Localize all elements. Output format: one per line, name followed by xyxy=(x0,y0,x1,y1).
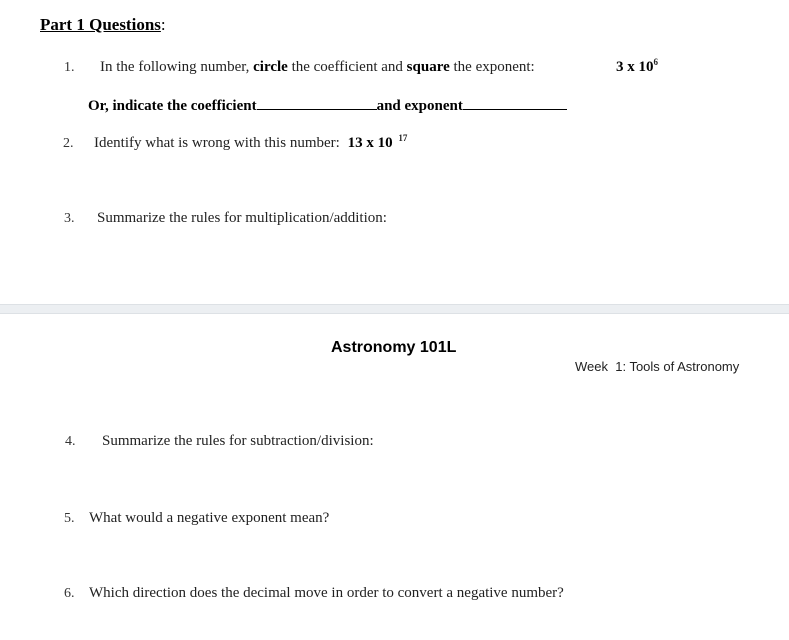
course-title: Astronomy 101L xyxy=(331,339,457,356)
page-divider xyxy=(0,304,789,314)
q2-number: 2. xyxy=(63,136,74,151)
q2-question: Identify what is wrong with this number: xyxy=(94,135,340,151)
part-heading-text: Part 1 Questions xyxy=(40,15,161,34)
q3-number: 3. xyxy=(64,211,75,226)
exponent-blank[interactable] xyxy=(463,97,567,110)
q4-text: Summarize the rules for subtraction/division: xyxy=(102,433,374,449)
q1-expression-exponent: 6 xyxy=(653,57,658,67)
q1-text-b: the coefficient and xyxy=(287,59,407,75)
q1-text-c: the exponent: xyxy=(449,59,535,75)
q1-or-coefficient-label: Or, indicate the coefficient xyxy=(88,98,257,114)
q2-expression-base: 13 x 10 xyxy=(347,135,393,151)
q1-circle-word: circle xyxy=(253,59,288,75)
part-heading-colon: : xyxy=(160,15,166,34)
q3-text: Summarize the rules for multiplication/addition: xyxy=(97,210,387,226)
q1-text xyxy=(100,59,535,76)
q5-text: What would a negative exponent mean? xyxy=(89,510,330,526)
q1-expression xyxy=(616,59,658,76)
part-heading xyxy=(40,15,166,35)
q1-or-line xyxy=(88,97,567,115)
q6-number: 6. xyxy=(64,586,75,601)
q1-number: 1. xyxy=(64,60,75,75)
q1-text-a: In the following number, xyxy=(100,59,254,75)
q1-square-word: square xyxy=(406,59,450,75)
q5-number: 5. xyxy=(64,511,75,526)
q1-expression-base: 3 x 10 xyxy=(616,59,654,75)
q4-number: 4. xyxy=(65,434,76,449)
q1-or-exponent-label: and exponent xyxy=(376,98,463,114)
coefficient-blank[interactable] xyxy=(257,97,377,110)
q6-text: Which direction does the decimal move in order to convert a negative number? xyxy=(89,585,564,601)
q2-text xyxy=(94,135,407,152)
q2-expression-exponent: 17 xyxy=(398,133,408,143)
week-subtitle: Week 1: Tools of Astronomy xyxy=(575,359,740,374)
